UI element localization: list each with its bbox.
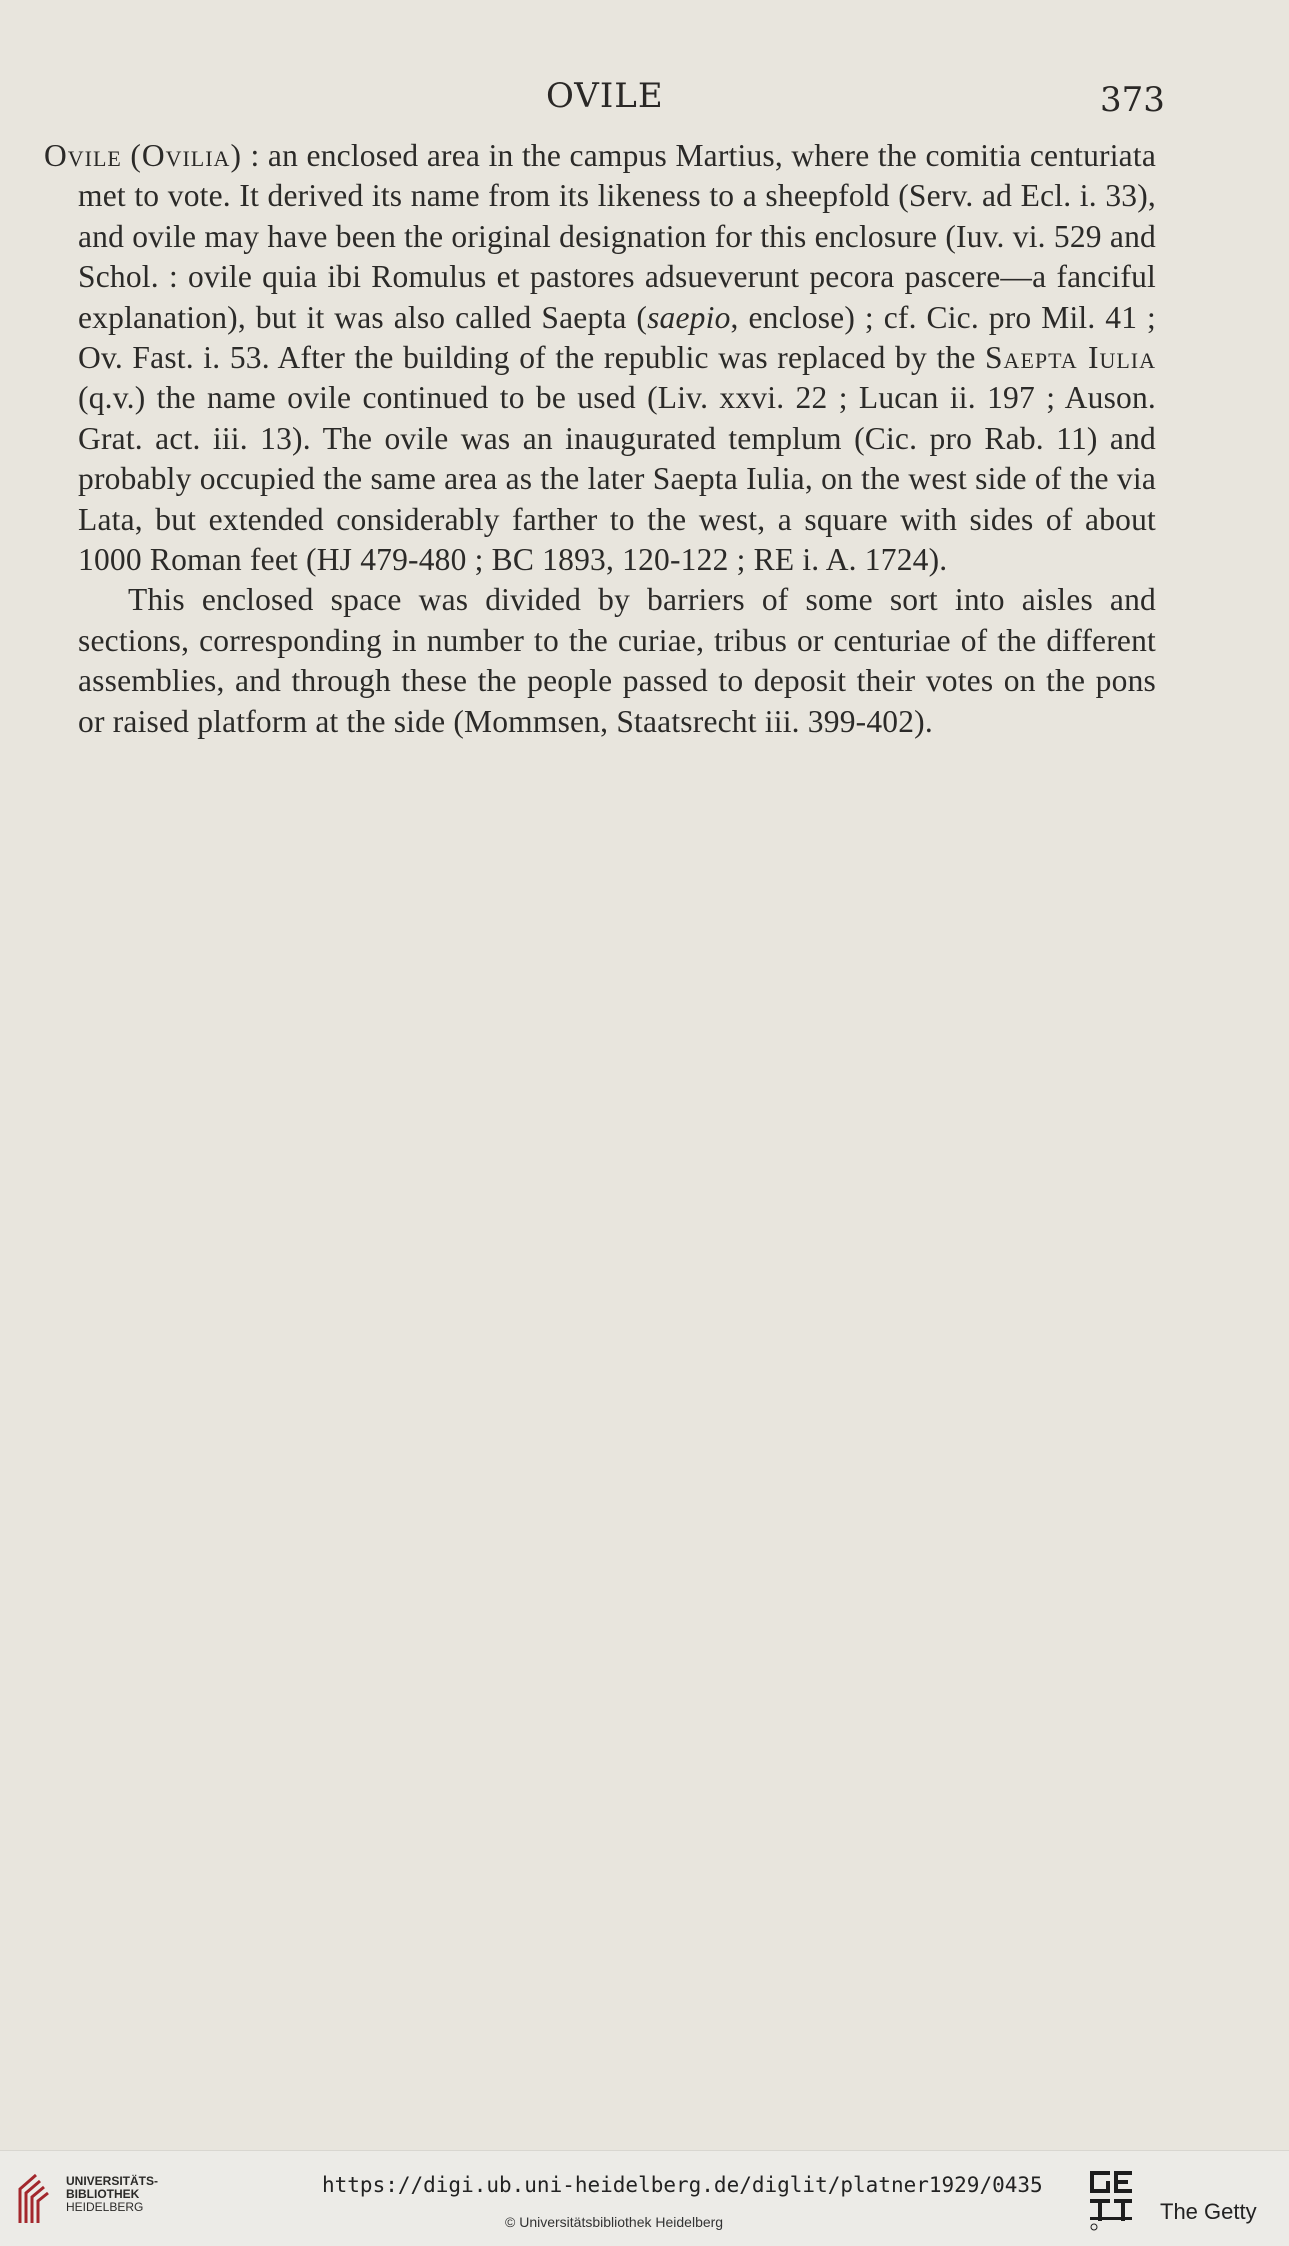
paragraph-ovile-entry [44, 136, 1156, 580]
page-number: 373 [1100, 80, 1165, 120]
university-library-logo-icon [14, 2169, 58, 2225]
text-segment-3: (q.v.) the name ovile continued to be used (Liv. xxvi. 22 ; Lucan ii. 197 ; Auson. Grat. act. iii. 13). The ovile was an inaugurated templum (Cic. pro Rab. 11) and probably occupied the same area as the later Saepta Iulia, on the west side of the via Lata, but extended considerably farther to the west, a square with sides of about 1000 Roman feet (HJ 479-480 ; BC 1893, 120-122 ; RE i. A. 1724). [78, 380, 1156, 578]
headword-variant: (Ovilia) [130, 138, 242, 173]
running-head-title: OVILE [546, 76, 664, 116]
paragraph-enclosed-space: This enclosed space was divided by barriers of some sort into aisles and sections, corresponding in number to the curiae, tribus or centuriae of the different assemblies, and through these the people passed to deposit their votes on the pons or raised platform at the side (Mommsen, Staatsrecht iii. 399-402). [78, 582, 1156, 739]
article-body [44, 136, 1156, 742]
university-library-name: UNIVERSITÄTS- BIBLIOTHEK HEIDELBERG [66, 2174, 159, 2214]
cross-reference-saepta-iulia: Saepta Iulia [985, 340, 1157, 376]
text-segment-2: , enclose) ; cf. Cic. pro Mil. 41 ; Ov. Fast. i. 53. After the building of the republic was replaced by the [78, 299, 1157, 376]
running-head [0, 76, 1289, 126]
italic-saepio: saepio [647, 299, 731, 335]
copyright-notice: © Universitätsbibliothek Heidelberg [505, 2214, 724, 2230]
getty-logo-icon [1088, 2169, 1136, 2231]
getty-name: The Getty [1160, 2199, 1257, 2224]
viewer-footer [0, 2150, 1289, 2246]
text-segment-1: : an enclosed area in the campus Martius, where the comitia centuriata met to vote. It derived its name from its likeness to a sheepfold (Serv. ad Ecl. i. 33), and ovile may have been the original designation for this enclosure (Iuv. vi. 529 and Schol. : ovile quia ibi Romulus et pastores adsueverunt pecora pascere—a fanciful explanation), but it was also called Saepta ( [78, 138, 1156, 335]
headword: Ovile [44, 138, 122, 173]
permalink-url[interactable]: https://digi.ub.uni-heidelberg.de/diglit/platner1929/0435 [322, 2173, 1043, 2197]
